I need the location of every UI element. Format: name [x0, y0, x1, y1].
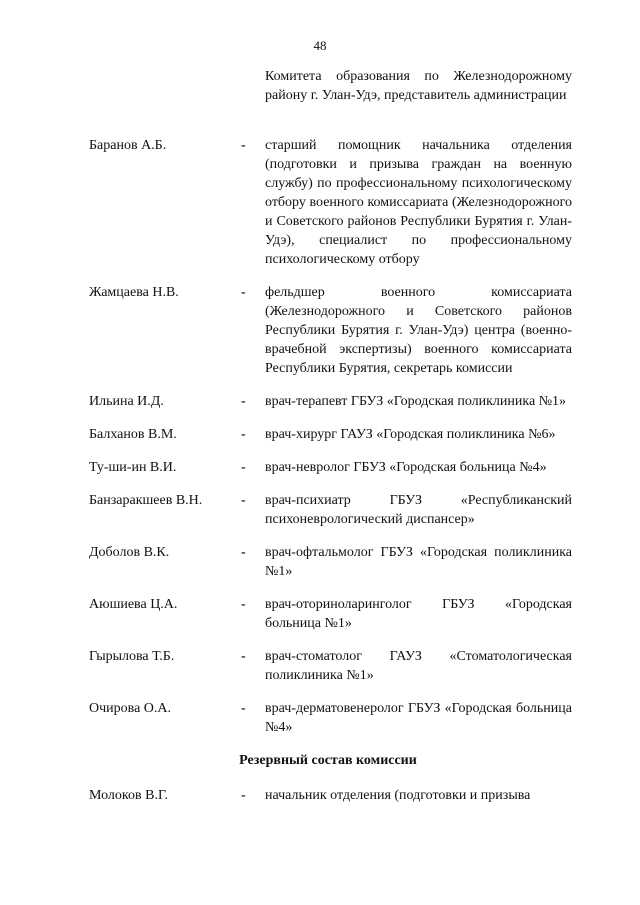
member-description: врач-невролог ГБУЗ «Городская больница №4»	[265, 460, 547, 475]
member-name: Балханов В.М.	[89, 427, 177, 442]
dash-separator: -	[241, 701, 246, 716]
member-description: врач-офтальмолог ГБУЗ «Городская поликлиника №1»	[265, 545, 572, 579]
member-entry	[0, 283, 640, 378]
member-name: Аюшиева Ц.А.	[89, 597, 178, 612]
member-description: врач-терапевт ГБУЗ «Городская поликлиника №1»	[265, 394, 567, 409]
intro-text: Комитета образования по Железнодорожному району г. Улан-Удэ, представитель администрации	[265, 69, 572, 103]
member-name: Банзаракшеев В.Н.	[89, 493, 203, 508]
dash-separator: -	[241, 427, 246, 442]
member-entry	[0, 458, 640, 477]
member-entry	[0, 425, 640, 444]
member-name: Жамцаева Н.В.	[89, 285, 179, 300]
dash-separator: -	[241, 788, 246, 803]
member-description: начальник отделения (подготовки и призыва	[265, 788, 531, 803]
member-description: врач-психиатр ГБУЗ «Республиканский психоневрологический диспансер»	[265, 493, 572, 527]
dash-separator: -	[241, 460, 246, 475]
member-entry	[0, 543, 640, 581]
member-name: Ту-ши-ин В.И.	[89, 460, 177, 475]
reserve-member-entry	[0, 786, 640, 805]
member-description: врач-хирург ГАУЗ «Городская поликлиника №6»	[265, 427, 556, 442]
dash-separator: -	[241, 394, 246, 409]
member-description: врач-оториноларинголог ГБУЗ «Городская больница №1»	[265, 597, 572, 631]
member-entry	[0, 647, 640, 685]
member-entry	[0, 595, 640, 633]
member-entry	[0, 491, 640, 529]
member-name: Гырылова Т.Б.	[89, 649, 175, 664]
dash-separator: -	[241, 649, 246, 664]
member-name: Ильина И.Д.	[89, 394, 164, 409]
dash-separator: -	[241, 138, 246, 153]
member-name: Баранов А.Б.	[89, 138, 167, 153]
dash-separator: -	[241, 493, 246, 508]
member-description: фельдшер военного комиссариата (Железнодорожного и Советского районов Республики Бурятия г. Улан-Удэ) центра (военно-врачебной экспертизы) военного комиссариата Республики Бурятия, секретарь комиссии	[265, 285, 572, 376]
member-entry	[0, 699, 640, 737]
dash-separator: -	[241, 597, 246, 612]
member-entry	[0, 136, 640, 269]
dash-separator: -	[241, 545, 246, 560]
member-name: Доболов В.К.	[89, 545, 170, 560]
member-name: Очирова О.А.	[89, 701, 172, 716]
commission-list	[0, 136, 640, 819]
member-entry	[0, 392, 640, 411]
reserve-heading: Резервный состав комиссии	[239, 753, 417, 768]
member-name: Молоков В.Г.	[89, 788, 168, 803]
member-description: старший помощник начальника отделения (подготовки и призыва граждан на военную службу) по профессиональному психологическому отбору военного комиссариата (Железнодорожного и Советского районов Республики Бурятия г. Улан-Удэ), специалист по профессиональному психологическому отбору	[265, 138, 572, 267]
page-number: 48	[313, 38, 327, 53]
member-description: врач-дерматовенеролог ГБУЗ «Городская больница №4»	[265, 701, 572, 735]
member-description: врач-стоматолог ГАУЗ «Стоматологическая поликлиника №1»	[265, 649, 572, 683]
dash-separator: -	[241, 285, 246, 300]
